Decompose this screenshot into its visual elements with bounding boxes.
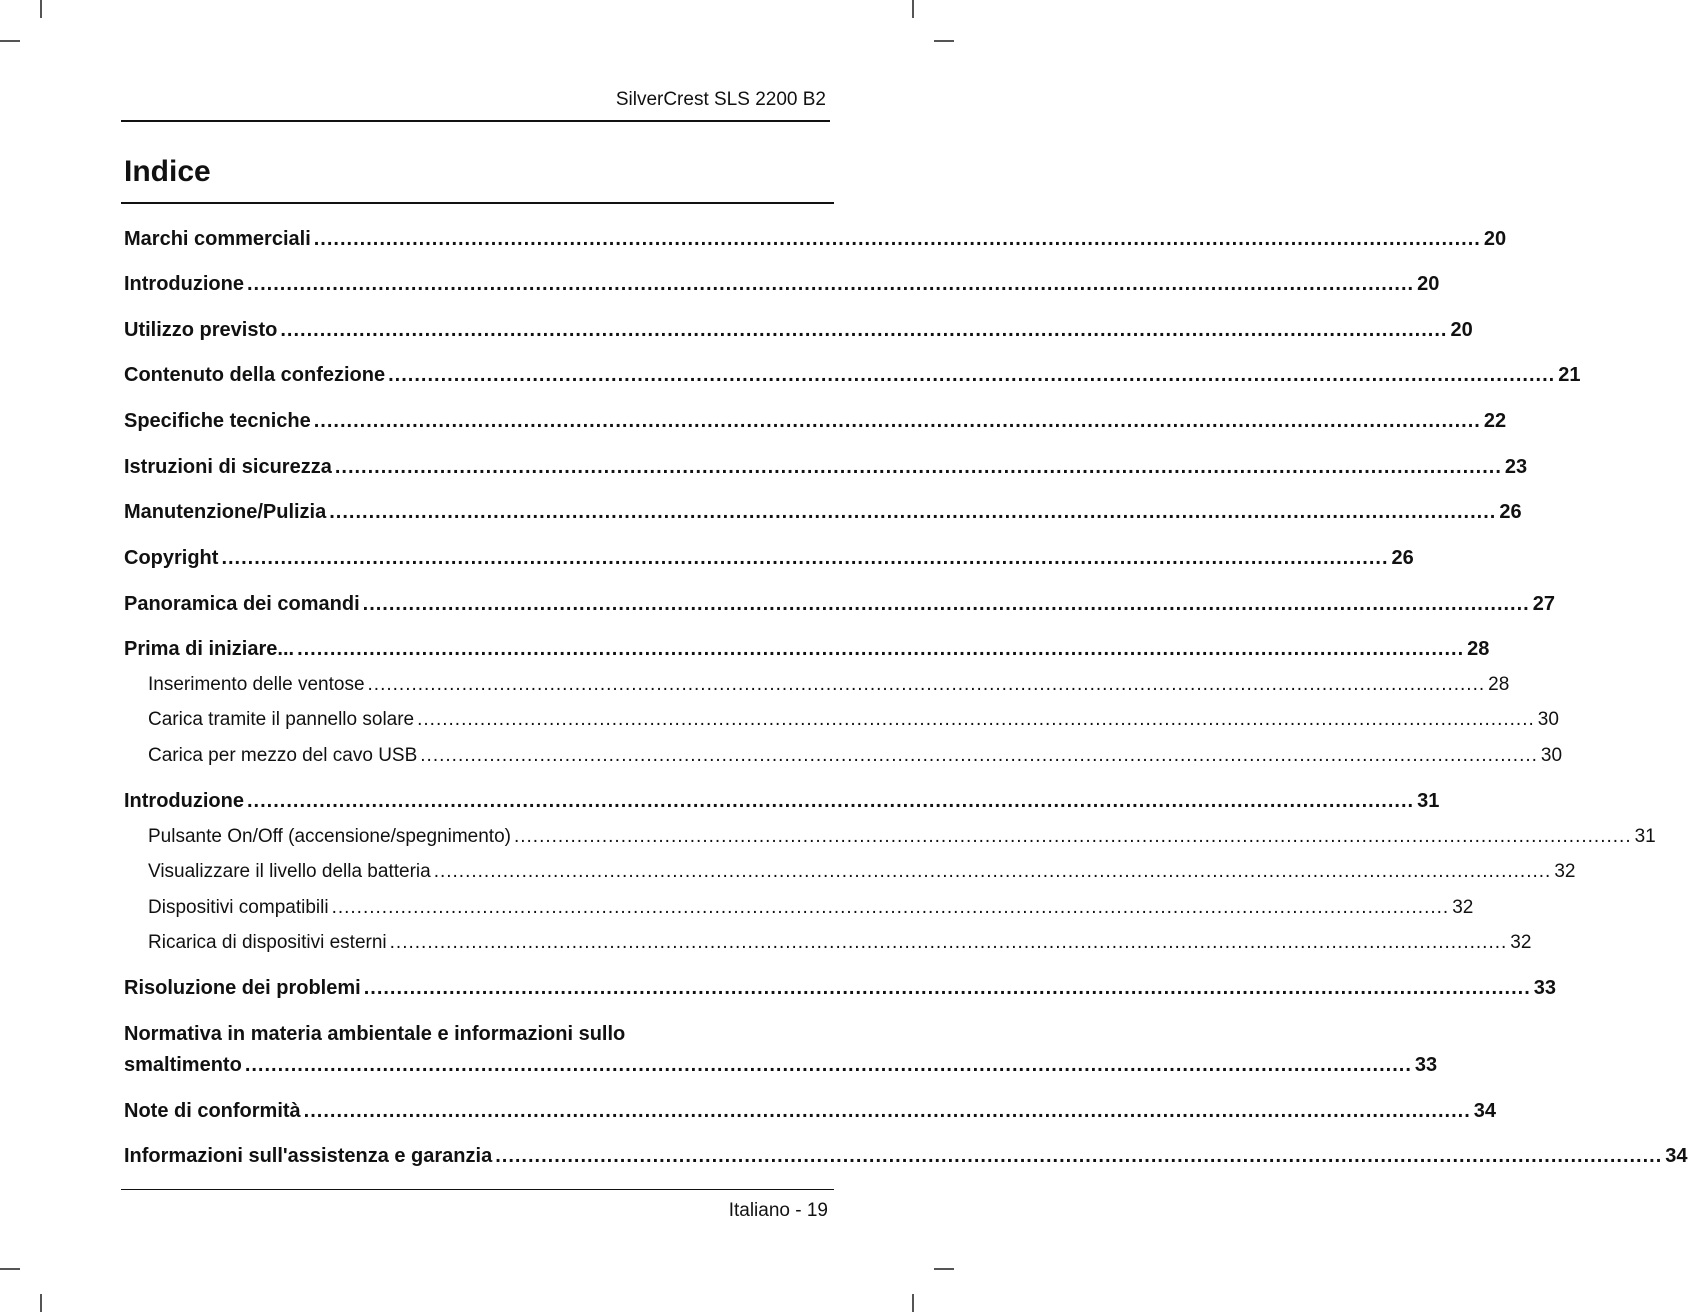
toc-leader: .................................................................................................................................................................................. — [244, 1054, 1412, 1076]
toc-entry-page: 33 — [1414, 1054, 1438, 1076]
toc-entry-page: 23 — [1504, 456, 1528, 478]
toc-entry-page: 32 — [1554, 861, 1576, 882]
toc-entry-label: Pulsante On/Off (accensione/spegnimento) — [148, 826, 511, 847]
toc-entry-label: Utilizzo previsto — [124, 319, 278, 341]
toc-subentry[interactable] — [148, 858, 1576, 886]
toc-entry-label: Istruzioni di sicurezza — [124, 456, 332, 478]
toc-entry-page: 34 — [1473, 1100, 1497, 1122]
toc-entry-page: 27 — [1532, 593, 1555, 615]
toc-leader: .................................................................................................................................................................................. — [280, 319, 1448, 341]
toc-leader: .................................................................................................................................................................................. — [331, 897, 1450, 918]
footer-language: Italiano - — [728, 1200, 802, 1221]
toc-entry[interactable] — [124, 453, 1528, 481]
crop-mark — [0, 1268, 20, 1270]
toc-leader: .................................................................................................................................................................................. — [420, 745, 1538, 766]
toc-entry-label: Introduzione — [124, 273, 244, 295]
toc-entry[interactable] — [124, 544, 1414, 572]
toc-entry-label: Marchi commerciali — [124, 228, 311, 250]
toc-entry-page: 26 — [1499, 501, 1522, 523]
footer-rule — [121, 1189, 834, 1190]
toc-entry — [124, 1051, 1438, 1079]
toc-entry-label: Introduzione — [124, 790, 244, 812]
toc-entry-label: Visualizzare il livello della batteria — [148, 861, 431, 882]
toc-leader: .................................................................................................................................................................................. — [303, 1100, 1471, 1122]
toc-entry-label: Carica per mezzo del cavo USB — [148, 745, 418, 766]
toc-leader: .................................................................................................................................................................................. — [329, 501, 1497, 523]
header-title: SilverCrest SLS 2200 B2 — [615, 89, 826, 110]
toc-entry[interactable] — [124, 316, 1473, 344]
toc-entry-page: 20 — [1417, 273, 1440, 295]
toc-entry[interactable] — [124, 498, 1522, 526]
toc-leader: .................................................................................................................................................................................. — [417, 709, 1535, 730]
page-footer — [729, 1199, 828, 1223]
toc-subentry[interactable] — [148, 929, 1532, 957]
toc-leader: .................................................................................................................................................................................. — [313, 410, 1481, 432]
toc-entry-label: Dispositivi compatibili — [148, 897, 329, 918]
toc-entry[interactable] — [124, 635, 1490, 663]
toc-entry-page: 28 — [1488, 674, 1510, 695]
toc-subentry[interactable] — [148, 706, 1559, 734]
toc-subentry[interactable] — [148, 894, 1474, 922]
toc-entry-page: 20 — [1450, 319, 1473, 341]
toc-leader: .................................................................................................................................................................................. — [221, 547, 1389, 569]
crop-mark — [40, 1294, 42, 1312]
toc-subentry[interactable] — [148, 742, 1563, 770]
toc-entry-label: Ricarica di dispositivi esterni — [148, 932, 387, 953]
toc-entry-page: 20 — [1483, 228, 1507, 250]
toc-entry-page: 32 — [1452, 897, 1474, 918]
toc-entry-page: 31 — [1634, 826, 1656, 847]
toc-leader: .................................................................................................................................................................................. — [334, 456, 1502, 478]
toc-entry[interactable] — [124, 407, 1507, 435]
toc-entry-page: 30 — [1540, 745, 1563, 766]
toc-entry-label: Specifiche tecniche — [124, 410, 311, 432]
toc-entry-page: 31 — [1417, 790, 1440, 812]
toc-entry-page: 32 — [1510, 932, 1532, 953]
toc-entry-page: 21 — [1558, 364, 1581, 386]
crop-mark — [912, 1294, 914, 1312]
toc-leader: .................................................................................................................................................................................. — [513, 826, 1632, 847]
toc-entry-label: smaltimento — [124, 1054, 242, 1076]
toc-entry-page: 30 — [1537, 709, 1559, 730]
toc-entry-label: Prima di iniziare... — [124, 638, 295, 660]
toc-leader: .................................................................................................................................................................................. — [313, 228, 1481, 250]
crop-mark — [934, 40, 954, 42]
toc-subentry[interactable] — [148, 823, 1656, 851]
toc-entry-page: 22 — [1483, 410, 1507, 432]
toc-leader: .................................................................................................................................................................................. — [367, 674, 1486, 695]
toc-entry-label: Panoramica dei comandi — [124, 593, 360, 615]
toc-entry[interactable] — [124, 590, 1555, 618]
toc-entry[interactable] — [124, 225, 1507, 253]
toc-leader: .................................................................................................................................................................................. — [389, 932, 1508, 953]
toc-entry-page: 33 — [1533, 977, 1557, 999]
toc-entry[interactable] — [124, 1142, 1688, 1170]
toc-leader: .................................................................................................................................................................................. — [433, 861, 1552, 882]
page-number: 19 — [806, 1200, 828, 1221]
toc-entry[interactable] — [124, 787, 1440, 815]
toc-leader: .................................................................................................................................................................................. — [495, 1145, 1663, 1167]
header-rule — [121, 120, 830, 122]
heading-rule — [121, 202, 834, 204]
toc-entry-label: Informazioni sull'assistenza e garanzia — [124, 1145, 493, 1167]
toc-entry-label-line1: Normativa in materia ambientale e informazioni sullo — [124, 1023, 626, 1045]
toc-subentry[interactable] — [148, 671, 1510, 699]
toc-entry-label: Risoluzione dei problemi — [124, 977, 361, 999]
toc-leader: .................................................................................................................................................................................. — [246, 273, 1415, 295]
toc-entry-label: Carica tramite il pannello solare — [148, 709, 415, 730]
toc-leader: .................................................................................................................................................................................. — [388, 364, 1556, 386]
toc-entry[interactable] — [124, 1097, 1497, 1125]
toc-entry-label: Copyright — [124, 547, 219, 569]
crop-mark — [912, 0, 914, 18]
toc-entry-label: Note di conformità — [124, 1100, 301, 1122]
toc-leader: .................................................................................................................................................................................. — [363, 977, 1531, 999]
page-title: Indice — [124, 155, 211, 188]
toc-entry[interactable] — [124, 361, 1581, 389]
toc-leader: .................................................................................................................................................................................. — [297, 638, 1465, 660]
toc-entry-page: 26 — [1391, 547, 1414, 569]
toc-entry-label: Contenuto della confezione — [124, 364, 386, 386]
toc-entry-page: 34 — [1665, 1145, 1688, 1167]
crop-mark — [934, 1268, 954, 1270]
toc-entry-page: 28 — [1467, 638, 1490, 660]
toc-entry[interactable] — [124, 974, 1557, 1002]
toc-leader: .................................................................................................................................................................................. — [362, 593, 1530, 615]
toc-entry-label: Inserimento delle ventose — [148, 674, 365, 695]
crop-mark — [40, 0, 42, 18]
toc-entry-label: Manutenzione/Pulizia — [124, 501, 327, 523]
toc-leader: .................................................................................................................................................................................. — [246, 790, 1415, 812]
crop-mark — [0, 40, 20, 42]
toc-entry[interactable] — [124, 270, 1440, 298]
